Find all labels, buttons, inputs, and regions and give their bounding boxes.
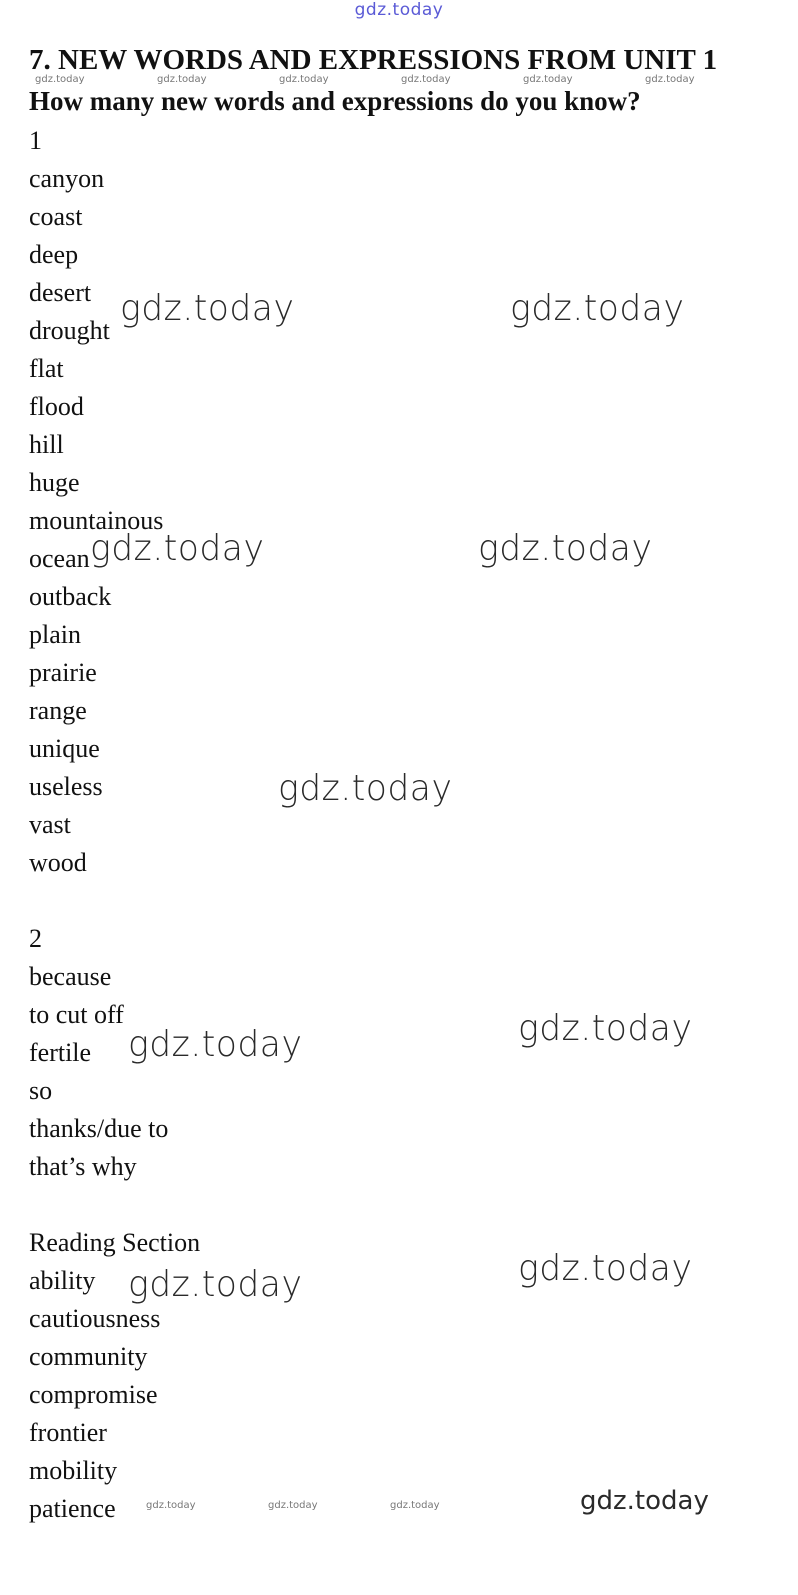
word-item: vast	[29, 810, 71, 839]
small-watermark: gdz.today	[279, 74, 329, 85]
watermark-large: gdz.today	[518, 1008, 693, 1049]
small-watermark: gdz.today	[146, 1500, 196, 1511]
site-watermark-top: gdz.today	[354, 0, 444, 20]
word-item: range	[29, 696, 87, 725]
word-item: because	[29, 962, 112, 991]
small-watermark: gdz.today	[645, 74, 695, 85]
spacer	[29, 882, 200, 920]
word-item: flat	[29, 354, 64, 383]
small-watermark: gdz.today	[523, 74, 573, 85]
page-subtitle: How many new words and expressions do you know?	[29, 86, 641, 116]
word-item: patience	[29, 1494, 116, 1523]
page-title: 7. NEW WORDS AND EXPRESSIONS FROM UNIT 1	[29, 44, 718, 76]
watermark-large: gdz.today	[510, 288, 685, 329]
word-item: frontier	[29, 1418, 107, 1447]
word-item: ability	[29, 1266, 96, 1295]
watermark-large: gdz.today	[278, 768, 453, 809]
word-item: coast	[29, 202, 83, 231]
word-item: unique	[29, 734, 100, 763]
word-item: ocean	[29, 544, 90, 573]
word-item: mountainous	[29, 506, 164, 535]
watermark-medium: gdz.today	[580, 1486, 709, 1516]
word-item: canyon	[29, 164, 105, 193]
word-item: outback	[29, 582, 112, 611]
watermark-large: gdz.today	[518, 1248, 693, 1289]
word-item: drought	[29, 316, 110, 345]
watermark-large: gdz.today	[90, 528, 265, 569]
watermark-large: gdz.today	[478, 528, 653, 569]
word-item: wood	[29, 848, 87, 877]
word-item: plain	[29, 620, 81, 649]
word-item: fertile	[29, 1038, 92, 1067]
section-heading-2: 2	[29, 924, 42, 953]
word-item: prairie	[29, 658, 97, 687]
watermark-large: gdz.today	[120, 288, 295, 329]
word-item: mobility	[29, 1456, 118, 1485]
word-item: flood	[29, 392, 84, 421]
small-watermark: gdz.today	[401, 74, 451, 85]
small-watermark: gdz.today	[35, 74, 85, 85]
word-item: thanks/due to	[29, 1114, 169, 1143]
word-item: to cut off	[29, 1000, 124, 1029]
small-watermark-row-bottom	[0, 1500, 798, 1516]
word-item: so	[29, 1076, 53, 1105]
spacer	[29, 1186, 200, 1224]
word-list	[29, 122, 200, 1528]
word-item: huge	[29, 468, 80, 497]
word-item: cautiousness	[29, 1304, 161, 1333]
word-item: compromise	[29, 1380, 158, 1409]
small-watermark: gdz.today	[268, 1500, 318, 1511]
section-heading-reading: Reading Section	[29, 1228, 201, 1257]
small-watermark: gdz.today	[390, 1500, 440, 1511]
word-item: useless	[29, 772, 103, 801]
small-watermark: gdz.today	[157, 74, 207, 85]
word-item: community	[29, 1342, 148, 1371]
word-item: deep	[29, 240, 79, 269]
word-item: desert	[29, 278, 92, 307]
watermark-large: gdz.today	[128, 1264, 303, 1305]
watermark-large: gdz.today	[128, 1024, 303, 1065]
word-item: that’s why	[29, 1152, 137, 1181]
section-heading-1: 1	[29, 126, 42, 155]
word-item: hill	[29, 430, 64, 459]
